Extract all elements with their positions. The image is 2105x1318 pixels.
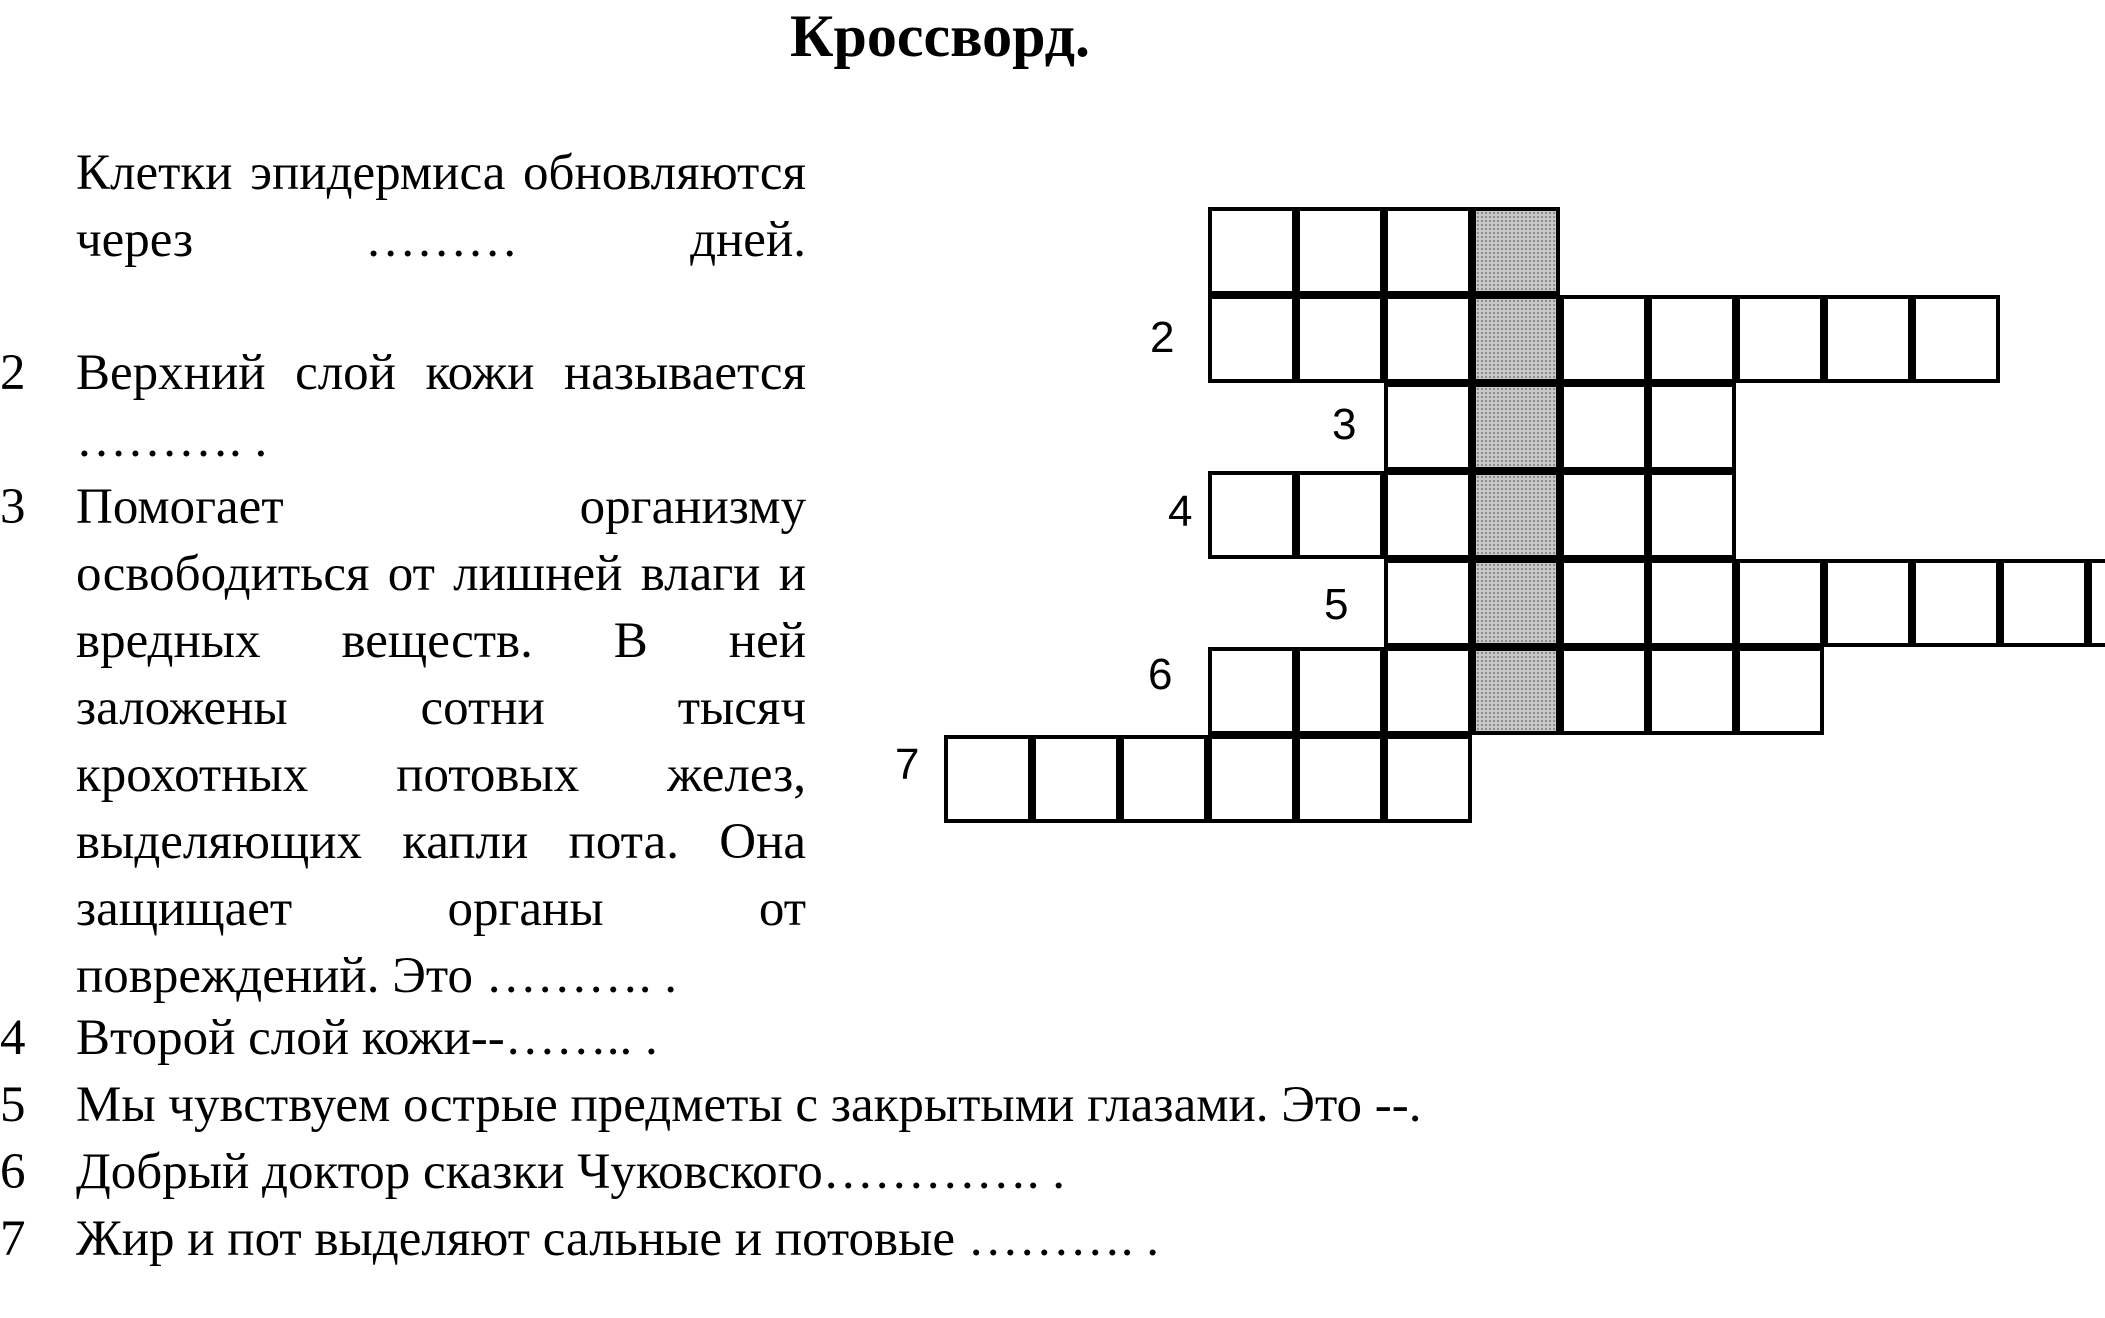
crossword-cell[interactable] [1824,295,1912,383]
keyword-cell[interactable] [1472,559,1560,647]
row-number-label: 5 [1324,580,1349,629]
crossword-cell[interactable] [2000,559,2088,647]
crossword-cell[interactable] [1296,471,1384,559]
crossword-cell[interactable] [1736,295,1824,383]
crossword-cell[interactable] [1648,647,1736,735]
clue-number: 5 [0,1077,26,1133]
row-number-label: 6 [1148,650,1173,699]
crossword-cell[interactable] [1384,207,1472,295]
clue-text: Верхний слой кожи называется ………. . [76,345,806,468]
row-number-label: 7 [895,740,920,789]
crossword-cell[interactable] [1736,559,1824,647]
keyword-cell[interactable] [1472,647,1560,735]
crossword-cell[interactable] [1384,559,1472,647]
row-number-label: 4 [1168,487,1193,536]
clue-text: Второй слой кожи--…….. . [76,1010,658,1066]
crossword-cell[interactable] [1560,647,1648,735]
crossword-cell[interactable] [1560,383,1648,471]
clue-text: Добрый доктор сказки Чуковского…………. . [76,1144,1066,1200]
crossword-cell[interactable] [1208,647,1296,735]
crossword-cell[interactable] [1296,295,1384,383]
page-title: Кроссворд. [789,3,1091,69]
clue-number: 4 [0,1010,26,1066]
clue-number: 3 [0,479,26,535]
crossword-cell[interactable] [1648,471,1736,559]
keyword-cell[interactable] [1472,383,1560,471]
clue-text: Мы чувствуем острые предметы с закрытыми глазами. Это --. [76,1077,1422,1133]
crossword-cell[interactable] [1560,559,1648,647]
keyword-cell[interactable] [1472,471,1560,559]
crossword-cell[interactable] [1648,559,1736,647]
crossword-cell[interactable] [1384,295,1472,383]
crossword-cell[interactable] [1208,207,1296,295]
crossword-cell[interactable] [1208,471,1296,559]
keyword-cell[interactable] [1472,207,1560,295]
row-number-label: 3 [1332,400,1357,449]
clue-number: 6 [0,1144,26,1200]
crossword-cell[interactable] [1384,647,1472,735]
crossword-cell[interactable] [1560,471,1648,559]
crossword-cell[interactable] [1208,295,1296,383]
crossword-cell[interactable] [1648,383,1736,471]
crossword-cell[interactable] [1296,735,1384,823]
clue-text: Клетки эпидермиса обновляются через ……… дней. [76,145,806,268]
crossword-cell[interactable] [1912,559,2000,647]
crossword-cell[interactable] [1824,559,1912,647]
crossword-cell[interactable] [1296,207,1384,295]
crossword-cell[interactable] [1912,295,2000,383]
crossword-cell[interactable] [944,735,1032,823]
crossword-cell[interactable] [1384,735,1472,823]
crossword-cell[interactable] [1296,647,1384,735]
crossword-cell[interactable] [1032,735,1120,823]
clue-text: Помогает организму освободиться от лишней влаги и вредных веществ. В ней заложены сотни тысяч крохотных потовых желез, выделяющих капли пота. Она защищает органы от повреждений. Это ………. . [76,479,806,1004]
crossword-cell[interactable] [1120,735,1208,823]
crossword-cell[interactable] [1560,295,1648,383]
crossword-cell[interactable] [2088,559,2105,647]
crossword-cell[interactable] [1208,735,1296,823]
clue-number: 2 [0,345,26,401]
crossword-cell[interactable] [1648,295,1736,383]
crossword-cell[interactable] [1384,471,1472,559]
keyword-cell[interactable] [1472,295,1560,383]
clue-text: Жир и пот выделяют сальные и потовые ………. . [76,1211,1160,1267]
crossword-cell[interactable] [1384,383,1472,471]
clue-number: 7 [0,1211,26,1267]
row-number-label: 2 [1150,313,1175,362]
crossword-cell[interactable] [1736,647,1824,735]
